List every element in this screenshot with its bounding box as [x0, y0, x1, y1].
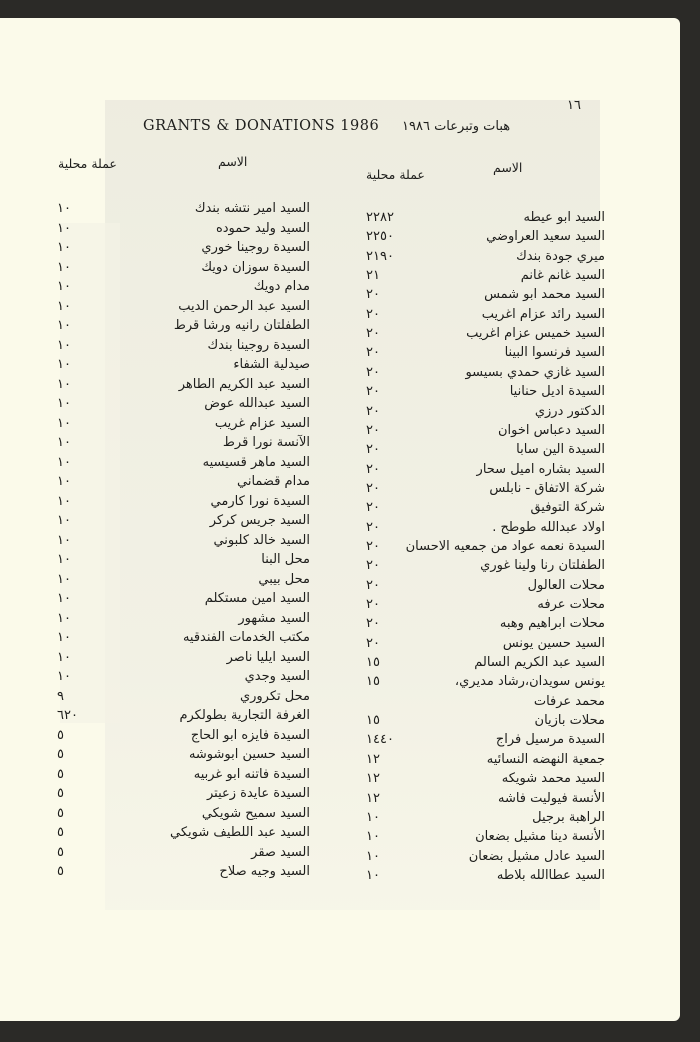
- donor-name: السيد بشاره اميل سحار: [476, 461, 605, 477]
- donor-name: السيد فرنسوا البينا: [504, 345, 605, 361]
- donation-amount: ٩: [57, 688, 64, 704]
- donor-row: [55, 825, 310, 843]
- donor-row: [340, 384, 605, 402]
- donor-name: محمد عرفات: [533, 693, 605, 709]
- donation-amount: ٢٠: [366, 538, 380, 554]
- donor-row: [340, 636, 605, 654]
- donor-name: اولاد عبدالله طوطح .: [492, 519, 605, 535]
- donor-row: [340, 849, 605, 867]
- donor-row: [340, 558, 605, 576]
- donor-row: [55, 474, 310, 492]
- donation-amount: ٢٠: [366, 558, 380, 574]
- donation-amount: ٥: [57, 805, 64, 821]
- donor-row: [340, 752, 605, 770]
- donor-row: [55, 299, 310, 317]
- donor-row: [55, 552, 310, 570]
- donor-name: صيدلية الشفاء: [233, 357, 310, 372]
- donor-row: [55, 494, 310, 512]
- donor-row: [55, 279, 310, 297]
- donation-amount: ١٠: [57, 298, 71, 314]
- donor-row: [55, 318, 310, 336]
- donor-name: السيد ماهر قسيسيه: [202, 454, 310, 470]
- donor-row: [340, 655, 605, 673]
- donor-row: [340, 307, 605, 325]
- donor-name: السيد غانم غانم: [520, 268, 605, 284]
- donation-amount: ١٠: [57, 649, 71, 665]
- donor-row: [55, 201, 310, 219]
- donor-row: [340, 404, 605, 422]
- donor-row: [55, 513, 310, 531]
- donor-name: السيد جريس كركر: [209, 513, 310, 528]
- donor-row: [55, 572, 310, 590]
- donor-name: السيد عادل مشيل بضعان: [468, 848, 605, 864]
- donor-name: السيد حسين يونس: [502, 635, 605, 651]
- document-page: [0, 18, 680, 1021]
- donation-amount: ١٠: [366, 829, 380, 845]
- donation-amount: ٢٠: [366, 519, 380, 535]
- donation-amount: ١٠: [57, 669, 71, 684]
- donor-name: السيدة الين سابا: [516, 442, 605, 458]
- donor-name: الأنسة دينا مشيل بضعان: [475, 829, 605, 845]
- donation-amount: ٢٠: [366, 500, 380, 516]
- donor-name: ميري جودة بندك: [516, 248, 605, 264]
- donor-row: [340, 791, 605, 809]
- donation-amount: ٥: [57, 825, 64, 840]
- donation-amount: ١٠: [57, 454, 71, 470]
- donor-row: [55, 728, 310, 746]
- donor-name: السيد عبد اللطيف شويكي: [170, 825, 310, 840]
- title-arabic: هبات وتبرعات ١٩٨٦: [402, 119, 511, 134]
- donor-row: [340, 616, 605, 634]
- donation-amount: ١٥: [366, 713, 380, 729]
- donor-name: الطفلتان رنا ولينا غوري: [480, 558, 605, 574]
- donor-name: محلات بازيان: [534, 713, 605, 729]
- donation-amount: ١٠: [366, 848, 380, 864]
- donor-row: [55, 416, 310, 434]
- donor-row: [340, 210, 605, 228]
- donor-name: السيد سميح شويكي: [201, 805, 310, 821]
- donation-amount: ١٠: [57, 318, 71, 333]
- donation-amount: ٥: [57, 864, 64, 879]
- donor-row: [55, 260, 310, 278]
- donor-row: [340, 713, 605, 731]
- donor-name: السيد سعيد العراوضي: [486, 229, 605, 245]
- donation-amount: ٢٠: [366, 461, 380, 477]
- donor-name: الغرفة التجارية بطولكرم: [179, 708, 310, 723]
- donor-name: السيد دعباس اخوان: [497, 422, 605, 438]
- donation-amount: ٢٠: [366, 577, 380, 593]
- donation-amount: ٥: [57, 747, 64, 762]
- donation-amount: ١٠: [57, 201, 71, 216]
- donation-amount: ١٠: [57, 532, 71, 548]
- donation-amount: ٢٠: [366, 480, 380, 496]
- donor-row: [55, 650, 310, 668]
- donor-row: [55, 591, 310, 609]
- donation-amount: ١٠: [57, 474, 71, 489]
- left-name-header: الاسم: [218, 154, 248, 169]
- donation-amount: ١٤٤٠: [366, 732, 394, 748]
- donation-amount: ١٠: [57, 415, 71, 431]
- title-english: GRANTS & DONATIONS 1986: [143, 118, 380, 134]
- donor-row: [55, 240, 310, 258]
- donor-row: [340, 539, 605, 557]
- donor-name: مكتب الخدمات الفندقيه: [182, 630, 310, 645]
- donation-amount: ١٢: [366, 771, 380, 787]
- donor-name: الدكتور درزي: [534, 403, 605, 419]
- donor-row: [55, 767, 310, 785]
- donor-name: السيدة اديل حنانيا: [509, 384, 605, 400]
- donor-row: [340, 229, 605, 247]
- donor-name: محلات العالول: [527, 577, 605, 593]
- donor-name: السيد رائد عزام اغريب: [481, 306, 605, 322]
- donor-row: [55, 377, 310, 395]
- donation-amount: ٥: [57, 786, 64, 801]
- donation-amount: ٢٠: [366, 616, 380, 632]
- donation-amount: ٢٠: [366, 306, 380, 322]
- donor-row: [55, 669, 310, 687]
- donor-name: السيد امين مستكلم: [204, 591, 310, 606]
- donation-amount: ١٠: [57, 630, 71, 645]
- donor-name: الطفلتان رانيه ورشا قرط: [173, 318, 310, 333]
- donor-name: السيد امير نتشه بندك: [194, 201, 310, 216]
- donation-amount: ١٠: [57, 493, 71, 509]
- donor-row: [55, 747, 310, 765]
- donor-row: [340, 423, 605, 441]
- donation-amount: ١٢: [366, 790, 380, 806]
- donation-amount: ١٠: [57, 376, 71, 392]
- donation-amount: ١٠: [57, 591, 71, 606]
- donor-name: شركة الاتفاق - نابلس: [489, 480, 605, 496]
- donor-row: [55, 455, 310, 473]
- donor-row: [55, 806, 310, 824]
- donor-row: [340, 694, 605, 712]
- donor-name: السيدة مرسيل فراج: [495, 732, 605, 748]
- donor-name: محل البنا: [261, 552, 310, 567]
- donation-amount: ١٠: [57, 337, 71, 353]
- donor-row: [340, 268, 605, 286]
- left-amount-header: عملة محلية: [58, 156, 117, 171]
- donor-row: [340, 442, 605, 460]
- right-amount-header: عملة محلية: [366, 167, 425, 182]
- donor-name: محل تكروري: [239, 688, 310, 704]
- donor-row: [55, 630, 310, 648]
- donation-amount: ٢٠: [366, 422, 380, 438]
- donor-row: [340, 810, 605, 828]
- donor-row: [340, 326, 605, 344]
- donor-name: محلات ابراهيم وهبه: [499, 616, 605, 632]
- donor-row: [340, 287, 605, 305]
- donation-amount: ٢٠: [366, 364, 380, 380]
- donor-row: [55, 435, 310, 453]
- donor-name: الراهبة برجيل: [532, 809, 605, 825]
- donor-row: [55, 864, 310, 882]
- donation-amount: ١٠: [57, 571, 71, 587]
- donation-amount: ٢٠: [366, 635, 380, 651]
- donor-name: السيدة نورا كارمي: [210, 493, 310, 509]
- donation-amount: ١٠: [57, 220, 71, 236]
- donation-amount: ٢٢٥٠: [366, 229, 394, 245]
- donor-name: محلات عرفه: [537, 597, 605, 612]
- donor-row: [340, 597, 605, 615]
- donor-name: السيدة فايزه ابو الحاج: [190, 727, 310, 743]
- donor-row: [340, 500, 605, 518]
- donation-amount: ١٠: [57, 513, 71, 528]
- donor-name: السيد غازي حمدي بسيسو: [465, 364, 605, 380]
- page-number: ١٦: [567, 98, 581, 113]
- donation-amount: ٢٠: [366, 442, 380, 458]
- donor-name: السيد عطاالله بلاطه: [496, 867, 605, 883]
- donation-amount: ٢٠: [366, 345, 380, 361]
- donation-amount: ١٠: [57, 259, 71, 275]
- donor-name: شركة التوفيق: [530, 500, 605, 516]
- donor-name: يونس سويدان،رشاد مديري،: [454, 674, 605, 690]
- donor-name: السيدة فاتنه ابو غربيه: [193, 766, 310, 782]
- donor-name: السيدة عايدة زعيتر: [206, 786, 310, 801]
- donor-name: السيدة سوزان دويك: [201, 259, 310, 275]
- donor-name: السيد حسين ابوشوشه: [188, 747, 310, 762]
- donor-row: [340, 481, 605, 499]
- donation-amount: ١٠: [57, 435, 71, 450]
- donor-name: السيد وليد حموده: [215, 220, 310, 236]
- donor-name: الآنسة نورا قرط: [222, 435, 310, 450]
- donor-name: مدام دويك: [253, 279, 310, 294]
- donor-name: السيد صقر: [251, 844, 310, 860]
- donor-name: السيد عبدالله عوض: [204, 396, 310, 411]
- donor-name: السيدة روجينا خوري: [201, 240, 310, 255]
- donor-row: [55, 786, 310, 804]
- donor-row: [55, 689, 310, 707]
- donor-name: الأنسة فيوليت فاشه: [497, 790, 605, 806]
- donor-row: [340, 578, 605, 596]
- donor-name: السيد خميس عزام اغريب: [466, 326, 605, 342]
- donor-row: [55, 845, 310, 863]
- donation-amount: ١٥: [366, 674, 380, 690]
- donation-amount: ١٠: [366, 867, 380, 883]
- donor-name: السيد محمد شويكه: [501, 771, 605, 787]
- donor-row: [340, 365, 605, 383]
- donor-row: [340, 674, 605, 692]
- donor-name: السيد وجدي: [244, 669, 310, 684]
- donor-row: [55, 708, 310, 726]
- donation-amount: ١٠: [366, 809, 380, 825]
- donation-amount: ٢٠: [366, 403, 380, 419]
- donor-name: السيد ايليا ناصر: [226, 649, 310, 665]
- donation-amount: ١٥: [366, 655, 380, 671]
- donor-name: جمعية النهضه النسائيه: [486, 751, 605, 767]
- donor-name: مدام قضماني: [237, 474, 310, 489]
- donor-name: محل بيبي: [258, 571, 310, 587]
- donation-amount: ١٠: [57, 552, 71, 567]
- donation-amount: ١٠: [57, 279, 71, 294]
- donor-row: [340, 520, 605, 538]
- donor-row: [340, 249, 605, 267]
- donor-row: [340, 868, 605, 886]
- donor-name: السيد عبد الكريم الطاهر: [178, 376, 310, 392]
- donor-row: [55, 338, 310, 356]
- donor-row: [340, 732, 605, 750]
- donation-amount: ١٠: [57, 396, 71, 411]
- donation-amount: ٥: [57, 766, 64, 782]
- donor-name: السيد عبد الرحمن الديب: [178, 298, 310, 314]
- donation-amount: ١٠: [57, 610, 71, 626]
- donation-amount: ٢٠: [366, 384, 380, 400]
- donor-name: السيد عبد الكريم السالم: [474, 655, 605, 671]
- donation-amount: ١٠: [57, 240, 71, 255]
- donation-amount: ١٠: [57, 357, 71, 372]
- donor-name: السيد مشهور: [238, 610, 310, 626]
- donation-amount: ١٢: [366, 751, 380, 767]
- donor-name: السيد وجيه صلاح: [219, 864, 310, 879]
- donor-name: السيدة نعمه عواد من جمعيه الاحسان: [405, 538, 605, 554]
- donor-name: السيد محمد ابو شمس: [484, 287, 605, 303]
- donation-amount: ٥: [57, 727, 64, 743]
- donation-amount: ٢٢٨٢: [366, 210, 394, 225]
- donor-row: [340, 345, 605, 363]
- donor-row: [55, 221, 310, 239]
- donor-row: [340, 771, 605, 789]
- donation-amount: ٢٠: [366, 287, 380, 303]
- donor-name: السيدة روجينا بندك: [207, 337, 310, 353]
- right-name-header: الاسم: [493, 160, 523, 175]
- donation-amount: ٥: [57, 844, 64, 860]
- donor-row: [340, 462, 605, 480]
- donation-amount: ٢٠: [366, 597, 380, 612]
- donor-row: [55, 357, 310, 375]
- donation-amount: ٢٠: [366, 326, 380, 342]
- donor-row: [55, 396, 310, 414]
- donation-amount: ٦٢٠: [57, 708, 78, 723]
- donor-name: السيد ابو عيطه: [523, 210, 605, 225]
- donation-amount: ٢١: [366, 268, 380, 284]
- donor-row: [55, 533, 310, 551]
- donation-amount: ٢١٩٠: [366, 248, 394, 264]
- donor-row: [340, 829, 605, 847]
- donor-name: السيد خالد كلبوني: [213, 532, 310, 548]
- donor-row: [55, 611, 310, 629]
- donor-name: السيد عزام غريب: [214, 415, 310, 431]
